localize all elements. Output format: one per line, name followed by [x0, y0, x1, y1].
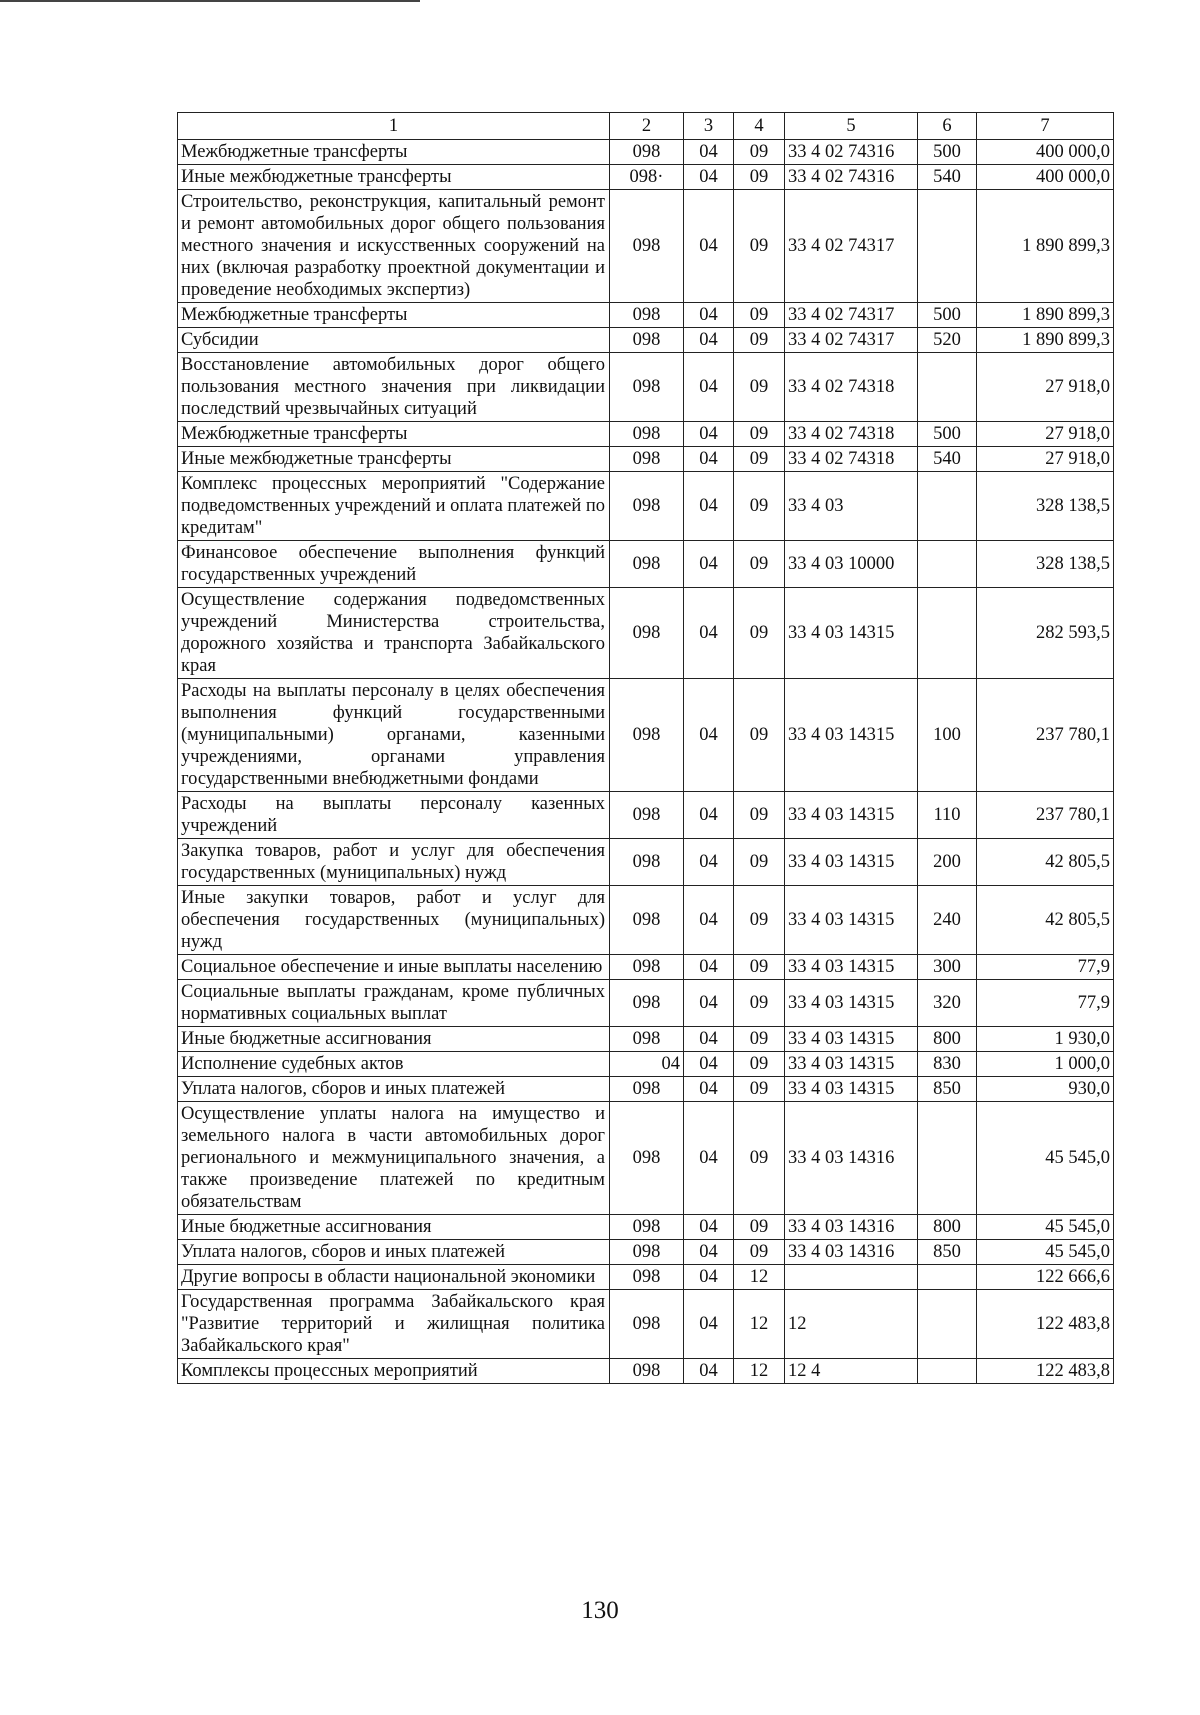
table-row: [178, 1052, 1114, 1077]
code-cell-section: 04: [684, 955, 734, 980]
code-cell-expense-type: [918, 1102, 977, 1215]
amount-cell: 328 138,5: [977, 472, 1114, 541]
amount-cell: 1 930,0: [977, 1027, 1114, 1052]
amount-cell: 1 890 899,3: [977, 190, 1114, 303]
code-cell-expense-type: [918, 190, 977, 303]
row-name-cell: Финансовое обеспечение выполнения функций государственных учреждений: [178, 541, 610, 588]
code-cell-expense-type: 540: [918, 447, 977, 472]
code-cell-subsection: 09: [734, 447, 785, 472]
amount-cell: 45 545,0: [977, 1240, 1114, 1265]
code-cell-target: 33 4 03 14315: [785, 955, 918, 980]
code-cell-admin: 098: [610, 1027, 684, 1052]
row-name-cell: Межбюджетные трансферты: [178, 303, 610, 328]
code-cell-admin: 098: [610, 980, 684, 1027]
amount-cell: 1 000,0: [977, 1052, 1114, 1077]
amount-cell: 400 000,0: [977, 140, 1114, 165]
code-cell-subsection: 09: [734, 1052, 785, 1077]
code-cell-target: 33 4 03 14315: [785, 1077, 918, 1102]
code-cell-section: 04: [684, 1240, 734, 1265]
column-header: 7: [977, 113, 1114, 140]
code-cell-expense-type: [918, 588, 977, 679]
code-cell-target: 33 4 03 14316: [785, 1215, 918, 1240]
code-cell-subsection: 09: [734, 472, 785, 541]
code-cell-subsection: 09: [734, 1102, 785, 1215]
row-name-cell: Социальное обеспечение и иные выплаты населению: [178, 955, 610, 980]
amount-cell: 27 918,0: [977, 353, 1114, 422]
code-cell-target: 33 4 02 74317: [785, 190, 918, 303]
code-cell-admin: 098: [610, 1240, 684, 1265]
code-cell-subsection: 09: [734, 1077, 785, 1102]
code-cell-expense-type: 200: [918, 839, 977, 886]
code-cell-section: 04: [684, 1027, 734, 1052]
row-name-cell: Комплекс процессных мероприятий "Содержание подведомственных учреждений и оплата платежей по кредитам": [178, 472, 610, 541]
row-name-cell: Уплата налогов, сборов и иных платежей: [178, 1240, 610, 1265]
code-cell-expense-type: 240: [918, 886, 977, 955]
code-cell-target: 33 4 03 14315: [785, 886, 918, 955]
code-cell-target: 33 4 03: [785, 472, 918, 541]
page-number: 130: [581, 1597, 619, 1624]
code-cell-target: 33 4 03 14315: [785, 679, 918, 792]
amount-cell: 122 483,8: [977, 1359, 1114, 1384]
code-cell-subsection: 09: [734, 886, 785, 955]
amount-cell: 42 805,5: [977, 839, 1114, 886]
code-cell-target: 12: [785, 1290, 918, 1359]
table-row: [178, 190, 1114, 303]
code-cell-subsection: 09: [734, 422, 785, 447]
table-row: [178, 1359, 1114, 1384]
code-cell-admin: 098: [610, 472, 684, 541]
row-name-cell: Иные бюджетные ассигнования: [178, 1027, 610, 1052]
code-cell-expense-type: 800: [918, 1027, 977, 1052]
row-name-cell: Межбюджетные трансферты: [178, 140, 610, 165]
code-cell-expense-type: [918, 541, 977, 588]
row-name-cell: Строительство, реконструкция, капитальный ремонт и ремонт автомобильных дорог общего пользования местного значения и искусственных сооружений на них (включая разработку проектной документации и проведение необходимых экспертиз): [178, 190, 610, 303]
code-cell-admin: 098·: [610, 165, 684, 190]
code-cell-target: [785, 1265, 918, 1290]
code-cell-section: 04: [684, 190, 734, 303]
code-cell-admin: 098: [610, 447, 684, 472]
column-header: 5: [785, 113, 918, 140]
row-name-cell: Социальные выплаты гражданам, кроме публичных нормативных социальных выплат: [178, 980, 610, 1027]
table-row: [178, 472, 1114, 541]
table-row: [178, 1027, 1114, 1052]
row-name-cell: Расходы на выплаты персоналу в целях обеспечения выполнения функций государственными (муниципальными) органами, казенными учреждениями, органами управления государственными внебюджетными фондами: [178, 679, 610, 792]
code-cell-subsection: 12: [734, 1290, 785, 1359]
code-cell-admin: 04: [610, 1052, 684, 1077]
code-cell-target: 33 4 03 14316: [785, 1102, 918, 1215]
code-cell-section: 04: [684, 1077, 734, 1102]
code-cell-section: 04: [684, 541, 734, 588]
code-cell-admin: 098: [610, 1102, 684, 1215]
code-cell-subsection: 09: [734, 839, 785, 886]
code-cell-subsection: 09: [734, 165, 785, 190]
code-cell-expense-type: 100: [918, 679, 977, 792]
table-row: [178, 1102, 1114, 1215]
code-cell-target: 33 4 02 74318: [785, 353, 918, 422]
code-cell-subsection: 09: [734, 980, 785, 1027]
code-cell-target: 33 4 02 74317: [785, 328, 918, 353]
table-header: [178, 113, 1114, 140]
code-cell-subsection: 09: [734, 792, 785, 839]
code-cell-section: 04: [684, 1215, 734, 1240]
code-cell-target: 33 4 02 74316: [785, 165, 918, 190]
code-cell-section: 04: [684, 472, 734, 541]
code-cell-target: 33 4 02 74317: [785, 303, 918, 328]
code-cell-expense-type: 800: [918, 1215, 977, 1240]
code-cell-section: 04: [684, 353, 734, 422]
code-cell-section: 04: [684, 679, 734, 792]
row-name-cell: Иные бюджетные ассигнования: [178, 1215, 610, 1240]
budget-table: [177, 112, 1114, 1384]
code-cell-subsection: 09: [734, 541, 785, 588]
code-cell-subsection: 09: [734, 1027, 785, 1052]
code-cell-subsection: 09: [734, 588, 785, 679]
table-row: [178, 1240, 1114, 1265]
row-name-cell: Уплата налогов, сборов и иных платежей: [178, 1077, 610, 1102]
table-row: [178, 303, 1114, 328]
table-row: [178, 422, 1114, 447]
row-name-cell: Государственная программа Забайкальского края "Развитие территорий и жилищная политика Забайкальского края": [178, 1290, 610, 1359]
amount-cell: 400 000,0: [977, 165, 1114, 190]
code-cell-target: 12 4: [785, 1359, 918, 1384]
code-cell-section: 04: [684, 1265, 734, 1290]
code-cell-section: 04: [684, 588, 734, 679]
amount-cell: 1 890 899,3: [977, 303, 1114, 328]
table-row: [178, 165, 1114, 190]
row-name-cell: Иные межбюджетные трансферты: [178, 447, 610, 472]
table-row: [178, 541, 1114, 588]
table-row: [178, 1265, 1114, 1290]
table-row: [178, 140, 1114, 165]
column-header: 3: [684, 113, 734, 140]
code-cell-target: 33 4 03 14315: [785, 792, 918, 839]
code-cell-subsection: 09: [734, 1215, 785, 1240]
code-cell-admin: 098: [610, 839, 684, 886]
code-cell-section: 04: [684, 165, 734, 190]
code-cell-target: 33 4 03 10000: [785, 541, 918, 588]
code-cell-expense-type: 850: [918, 1077, 977, 1102]
code-cell-admin: 098: [610, 1290, 684, 1359]
code-cell-target: 33 4 03 14315: [785, 980, 918, 1027]
code-cell-target: 33 4 03 14315: [785, 1027, 918, 1052]
code-cell-subsection: 09: [734, 190, 785, 303]
code-cell-section: 04: [684, 1102, 734, 1215]
code-cell-section: 04: [684, 839, 734, 886]
code-cell-subsection: 12: [734, 1359, 785, 1384]
code-cell-admin: 098: [610, 353, 684, 422]
code-cell-subsection: 09: [734, 303, 785, 328]
code-cell-expense-type: 300: [918, 955, 977, 980]
amount-cell: 77,9: [977, 955, 1114, 980]
amount-cell: 1 890 899,3: [977, 328, 1114, 353]
code-cell-subsection: 12: [734, 1265, 785, 1290]
column-header: 1: [178, 113, 610, 140]
code-cell-target: 33 4 02 74318: [785, 447, 918, 472]
code-cell-expense-type: 110: [918, 792, 977, 839]
code-cell-section: 04: [684, 1052, 734, 1077]
amount-cell: 282 593,5: [977, 588, 1114, 679]
code-cell-subsection: 09: [734, 679, 785, 792]
amount-cell: 328 138,5: [977, 541, 1114, 588]
code-cell-expense-type: 830: [918, 1052, 977, 1077]
row-name-cell: Исполнение судебных актов: [178, 1052, 610, 1077]
code-cell-admin: 098: [610, 422, 684, 447]
row-name-cell: Восстановление автомобильных дорог общего пользования местного значения при ликвидации последствий чрезвычайных ситуаций: [178, 353, 610, 422]
code-cell-target: 33 4 03 14315: [785, 839, 918, 886]
column-header: 2: [610, 113, 684, 140]
row-name-cell: Осуществление уплаты налога на имущество и земельного налога в части автомобильных дорог регионального и межмуниципального значения, а также произведение платежей по кредитным обязательствам: [178, 1102, 610, 1215]
code-cell-section: 04: [684, 1290, 734, 1359]
code-cell-admin: 098: [610, 1077, 684, 1102]
code-cell-subsection: 09: [734, 328, 785, 353]
table-row: [178, 328, 1114, 353]
code-cell-admin: 098: [610, 1215, 684, 1240]
code-cell-target: 33 4 02 74318: [785, 422, 918, 447]
code-cell-admin: 098: [610, 541, 684, 588]
code-cell-section: 04: [684, 1359, 734, 1384]
amount-cell: 122 666,6: [977, 1265, 1114, 1290]
code-cell-section: 04: [684, 980, 734, 1027]
code-cell-admin: 098: [610, 1359, 684, 1384]
table-row: [178, 679, 1114, 792]
code-cell-expense-type: [918, 1265, 977, 1290]
code-cell-subsection: 09: [734, 955, 785, 980]
header-row: [178, 113, 1114, 140]
row-name-cell: Субсидии: [178, 328, 610, 353]
code-cell-expense-type: 520: [918, 328, 977, 353]
table-row: [178, 1077, 1114, 1102]
code-cell-admin: 098: [610, 792, 684, 839]
table-row: [178, 839, 1114, 886]
code-cell-expense-type: 500: [918, 303, 977, 328]
table-row: [178, 353, 1114, 422]
row-name-cell: Расходы на выплаты персоналу казенных учреждений: [178, 792, 610, 839]
code-cell-section: 04: [684, 447, 734, 472]
code-cell-section: 04: [684, 792, 734, 839]
row-name-cell: Межбюджетные трансферты: [178, 422, 610, 447]
row-name-cell: Иные закупки товаров, работ и услуг для обеспечения государственных (муниципальных) нужд: [178, 886, 610, 955]
code-cell-admin: 098: [610, 679, 684, 792]
amount-cell: 45 545,0: [977, 1102, 1114, 1215]
code-cell-section: 04: [684, 886, 734, 955]
amount-cell: 42 805,5: [977, 886, 1114, 955]
amount-cell: 77,9: [977, 980, 1114, 1027]
amount-cell: 122 483,8: [977, 1290, 1114, 1359]
amount-cell: 237 780,1: [977, 792, 1114, 839]
code-cell-section: 04: [684, 422, 734, 447]
amount-cell: 27 918,0: [977, 422, 1114, 447]
code-cell-section: 04: [684, 140, 734, 165]
code-cell-expense-type: [918, 353, 977, 422]
code-cell-target: 33 4 03 14315: [785, 1052, 918, 1077]
table-row: [178, 1215, 1114, 1240]
table-row: [178, 588, 1114, 679]
code-cell-admin: 098: [610, 588, 684, 679]
table-row: [178, 955, 1114, 980]
row-name-cell: Комплексы процессных мероприятий: [178, 1359, 610, 1384]
column-header: 4: [734, 113, 785, 140]
code-cell-admin: 098: [610, 955, 684, 980]
code-cell-target: 33 4 03 14315: [785, 588, 918, 679]
code-cell-admin: 098: [610, 140, 684, 165]
code-cell-expense-type: [918, 1359, 977, 1384]
code-cell-admin: 098: [610, 886, 684, 955]
amount-cell: 237 780,1: [977, 679, 1114, 792]
table-body: [178, 140, 1114, 1384]
table-row: [178, 792, 1114, 839]
code-cell-expense-type: 500: [918, 140, 977, 165]
column-header: 6: [918, 113, 977, 140]
top-rule: [0, 0, 420, 2]
code-cell-expense-type: 500: [918, 422, 977, 447]
row-name-cell: Другие вопросы в области национальной экономики: [178, 1265, 610, 1290]
code-cell-subsection: 09: [734, 140, 785, 165]
amount-cell: 45 545,0: [977, 1215, 1114, 1240]
code-cell-subsection: 09: [734, 353, 785, 422]
table-row: [178, 447, 1114, 472]
row-name-cell: Осуществление содержания подведомственных учреждений Министерства строительства, дорожного хозяйства и транспорта Забайкальского края: [178, 588, 610, 679]
code-cell-admin: 098: [610, 190, 684, 303]
code-cell-expense-type: 850: [918, 1240, 977, 1265]
code-cell-admin: 098: [610, 303, 684, 328]
code-cell-admin: 098: [610, 328, 684, 353]
table-row: [178, 1290, 1114, 1359]
code-cell-expense-type: [918, 1290, 977, 1359]
amount-cell: 27 918,0: [977, 447, 1114, 472]
code-cell-admin: 098: [610, 1265, 684, 1290]
code-cell-section: 04: [684, 303, 734, 328]
table-row: [178, 886, 1114, 955]
code-cell-expense-type: [918, 472, 977, 541]
code-cell-target: 33 4 03 14316: [785, 1240, 918, 1265]
code-cell-expense-type: 540: [918, 165, 977, 190]
row-name-cell: Закупка товаров, работ и услуг для обеспечения государственных (муниципальных) нужд: [178, 839, 610, 886]
code-cell-subsection: 09: [734, 1240, 785, 1265]
code-cell-section: 04: [684, 328, 734, 353]
table-row: [178, 980, 1114, 1027]
amount-cell: 930,0: [977, 1077, 1114, 1102]
code-cell-expense-type: 320: [918, 980, 977, 1027]
code-cell-target: 33 4 02 74316: [785, 140, 918, 165]
row-name-cell: Иные межбюджетные трансферты: [178, 165, 610, 190]
